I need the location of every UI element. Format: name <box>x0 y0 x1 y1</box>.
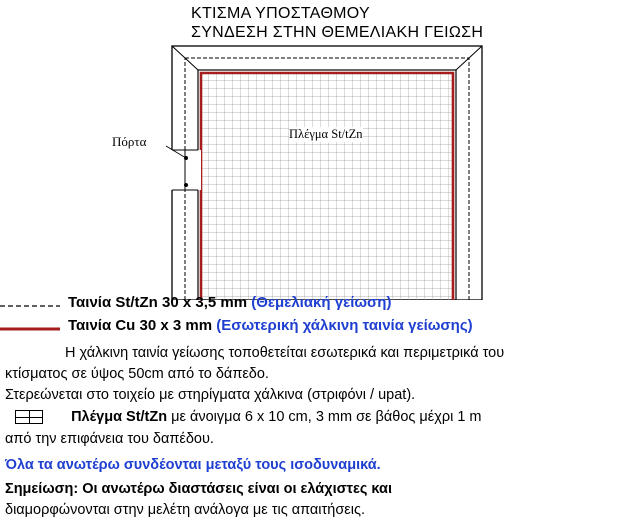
legend-dashed-swatch <box>0 298 60 308</box>
note-line-2: διαμορφώνονται στην μελέτη ανάλογα με τις απαιτήσεις. <box>5 502 365 518</box>
legend-dashed <box>68 294 391 311</box>
title-line-1: ΚΤΙΣΜΑ ΥΠΟΣΤΑΘΜΟΥ <box>191 5 371 22</box>
legend-red <box>68 317 473 334</box>
door-label: Πόρτα <box>112 134 147 149</box>
legend-red-label: Ταινία Cu 30 x 3 mm <box>68 317 213 334</box>
paragraph-2: Στερεώνεται στο τοιχείο με στηρίγματα χάλκινα (στριφόνι / upat). <box>5 387 416 403</box>
grid-icon <box>15 410 43 424</box>
door-hinge <box>184 183 188 187</box>
legend-red-note: (Εσωτερική χάλκινη ταινία γείωσης) <box>216 317 473 334</box>
mesh-description-rest: με άνοιγμα 6 x 10 cm, 3 mm σε βάθος μέχρι 1 m <box>171 409 482 425</box>
legend-dashed-note: (Θεμελιακή γείωση) <box>251 294 392 311</box>
legend-dashed-label: Ταινία St/tZn 30 x 3,5 mm <box>68 294 248 311</box>
note-line-1: Σημείωση: Οι ανωτέρω διαστάσεις είναι οι ελάχιστες και <box>5 481 392 497</box>
equipotential-note: Όλα τα ανωτέρω συνδέονται μεταξύ τους ισοδυναμικά. <box>5 457 381 473</box>
legend-red-swatch <box>0 321 60 331</box>
mesh-grid <box>200 72 454 300</box>
mesh-description <box>15 409 482 425</box>
mesh-description-line-2: από την επιφάνεια του δαπέδου. <box>5 431 214 447</box>
title-line-2: ΣΥΝΔΕΣΗ ΣΤΗΝ ΘΕΜΕΛΙΑΚΗ ΓΕΙΩΣΗ <box>191 24 484 41</box>
paragraph-1-line-2: κτίσματος σε ύψος 50cm από το δάπεδο. <box>5 366 269 382</box>
paragraph-1-line-1: Η χάλκινη ταινία γείωσης τοποθετείται εσωτερικά και περιμετρικά του <box>65 345 505 361</box>
mesh-label: Πλέγμα St/tZn <box>289 127 363 141</box>
mesh-description-bold: Πλέγμα St/tZn <box>71 409 168 425</box>
door-hinge <box>184 156 188 160</box>
